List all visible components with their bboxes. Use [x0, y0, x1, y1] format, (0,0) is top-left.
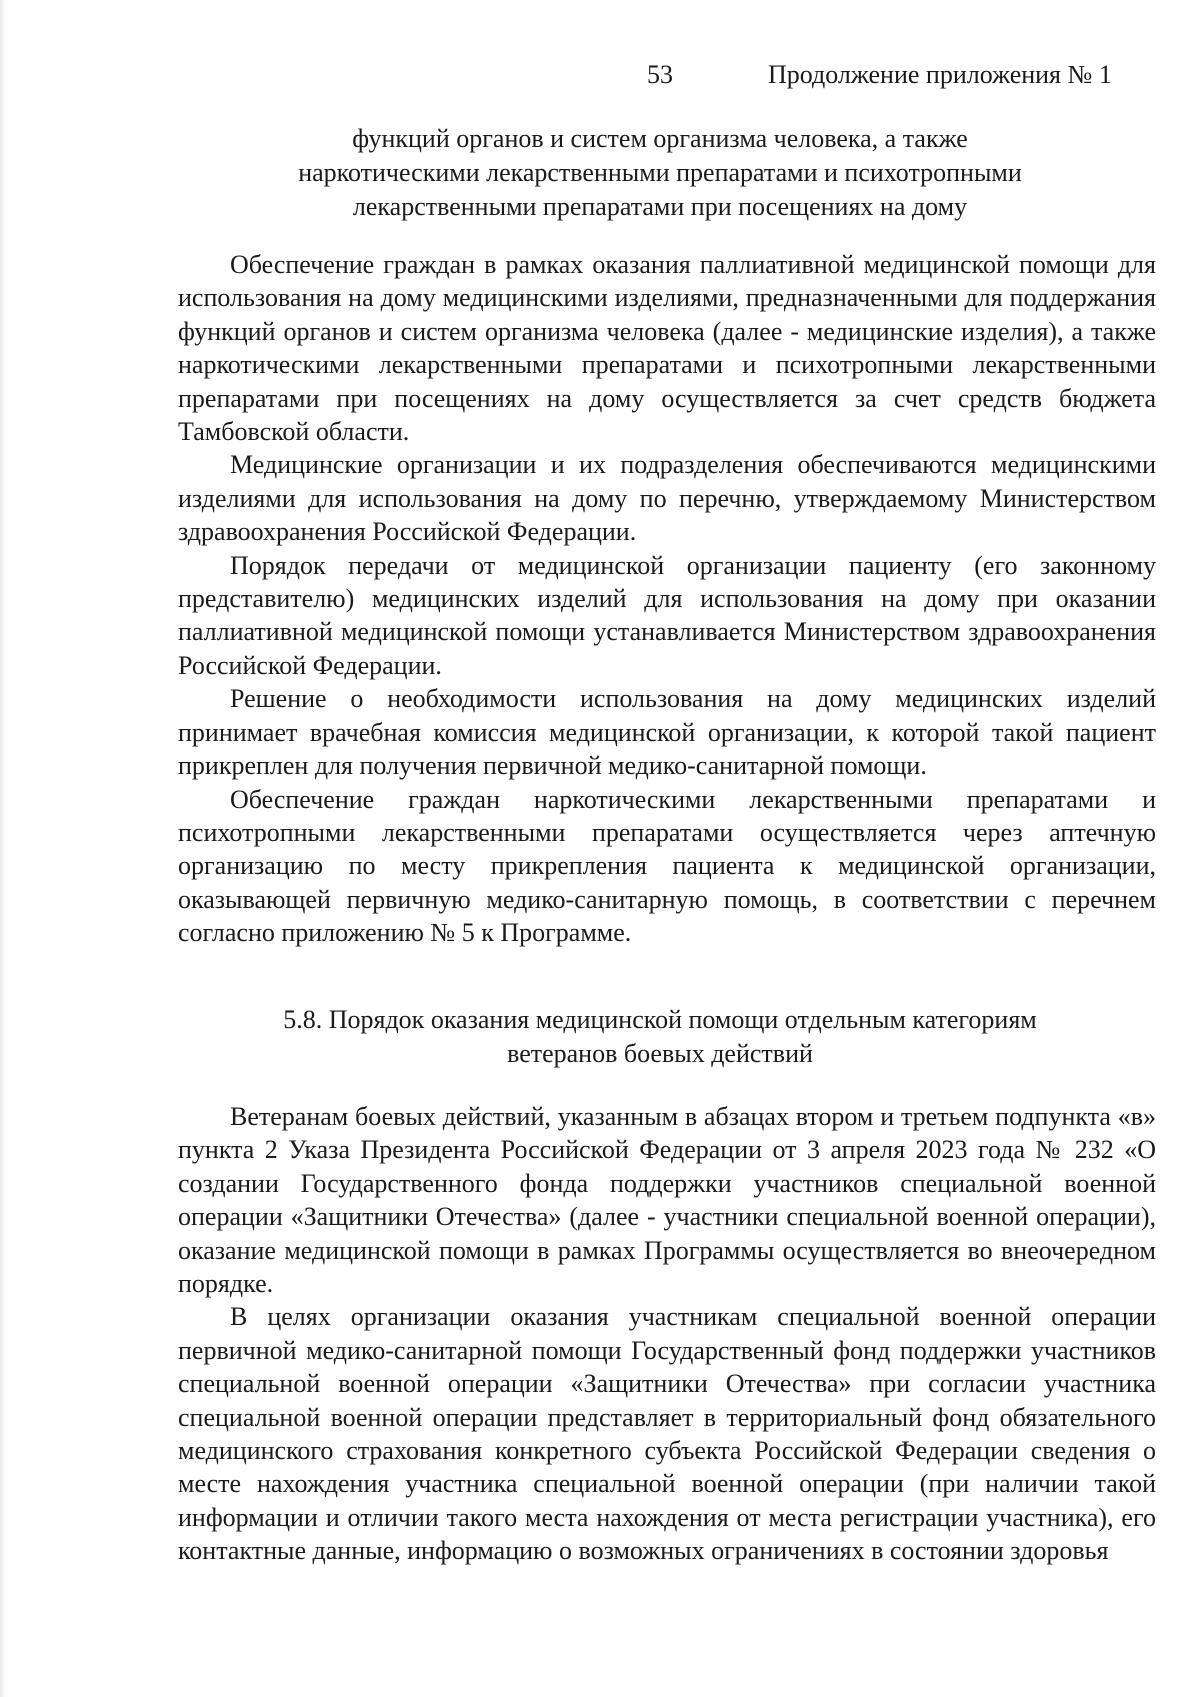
paragraph: Решение о необходимости использования на дому медицинских изделий принимает врачебная комиссия медицинской организации, к которой такой пациент прикреплен для получения первичной медико-санитарной помощи.	[178, 684, 1156, 781]
section-5-8-title-line: 5.8. Порядок оказания медицинской помощи отдельным категориям	[283, 1005, 1037, 1034]
section-intro-title-line: функций органов и систем организма человека, а также	[352, 124, 968, 153]
page-header	[0, 60, 1200, 100]
section-intro-title-line: лекарственными препаратами при посещениях на дому	[352, 192, 968, 221]
section-5-8-body	[178, 1100, 1156, 1568]
section-intro-title-line: наркотическими лекарственными препаратами и психотропными	[298, 158, 1022, 187]
paragraph: Обеспечение граждан наркотическими лекарственными препаратами и психотропными лекарственными препаратами осуществляется через аптечную организацию по месту прикрепления пациента к медицинской организации, оказывающей первичную медико-санитарную помощь, в соответствии с перечнем согласно приложению № 5 к Программе.	[178, 784, 1156, 948]
section-intro-title	[230, 122, 1090, 224]
section-5-8-title-line: ветеранов боевых действий	[507, 1039, 813, 1068]
paragraph: Ветеранам боевых действий, указанным в абзацах втором и третьем подпункта «в» пункта 2 Указа Президента Российской Федерации от 3 апреля 2023 года № 232 «О создании Государственного фонда поддержки участников специальной военной операции «Защитники Отечества» (далее - участники специальной военной операции), оказание медицинской помощи в рамках Программы осуществляется во внеочередном порядке.	[178, 1102, 1156, 1299]
section-intro-body	[178, 248, 1156, 950]
scan-edge	[0, 0, 6, 1697]
paragraph: Порядок передачи от медицинской организации пациенту (его законному представителю) медицинских изделий для использования на дому при оказании паллиативной медицинской помощи устанавливается Министерством здравоохранения Российской Федерации.	[178, 550, 1156, 680]
appendix-continuation-label: Продолжение приложения № 1	[768, 60, 1112, 89]
paragraph: Медицинские организации и их подразделения обеспечиваются медицинскими изделиями для использования на дому по перечню, утверждаемому Министерством здравоохранения Российской Федерации.	[178, 450, 1156, 547]
page-number: 53	[647, 60, 673, 89]
section-5-8-title	[230, 1003, 1090, 1071]
paragraph: Обеспечение граждан в рамках оказания паллиативной медицинской помощи для использования на дому медицинскими изделиями, предназначенными для поддержания функций органов и систем организма человека (далее - медицинские изделия), а также наркотическими лекарственными препаратами и психотропными лекарственными препаратами при посещениях на дому осуществляется за счет средств бюджета Тамбовской области.	[178, 250, 1156, 447]
paragraph: В целях организации оказания участникам специальной военной операции первичной медико-санитарной помощи Государственный фонд поддержки участников специальной военной операции «Защитники Отечества» при согласии участника специальной военной операции представляет в территориальный фонд обязательного медицинского страхования конкретного субъекта Российской Федерации сведения о месте нахождения участника специальной военной операции (при наличии такой информации и отличии такого места нахождения от места регистрации участника), его контактные данные, информацию о возможных ограничениях в состоянии здоровья	[178, 1302, 1156, 1566]
